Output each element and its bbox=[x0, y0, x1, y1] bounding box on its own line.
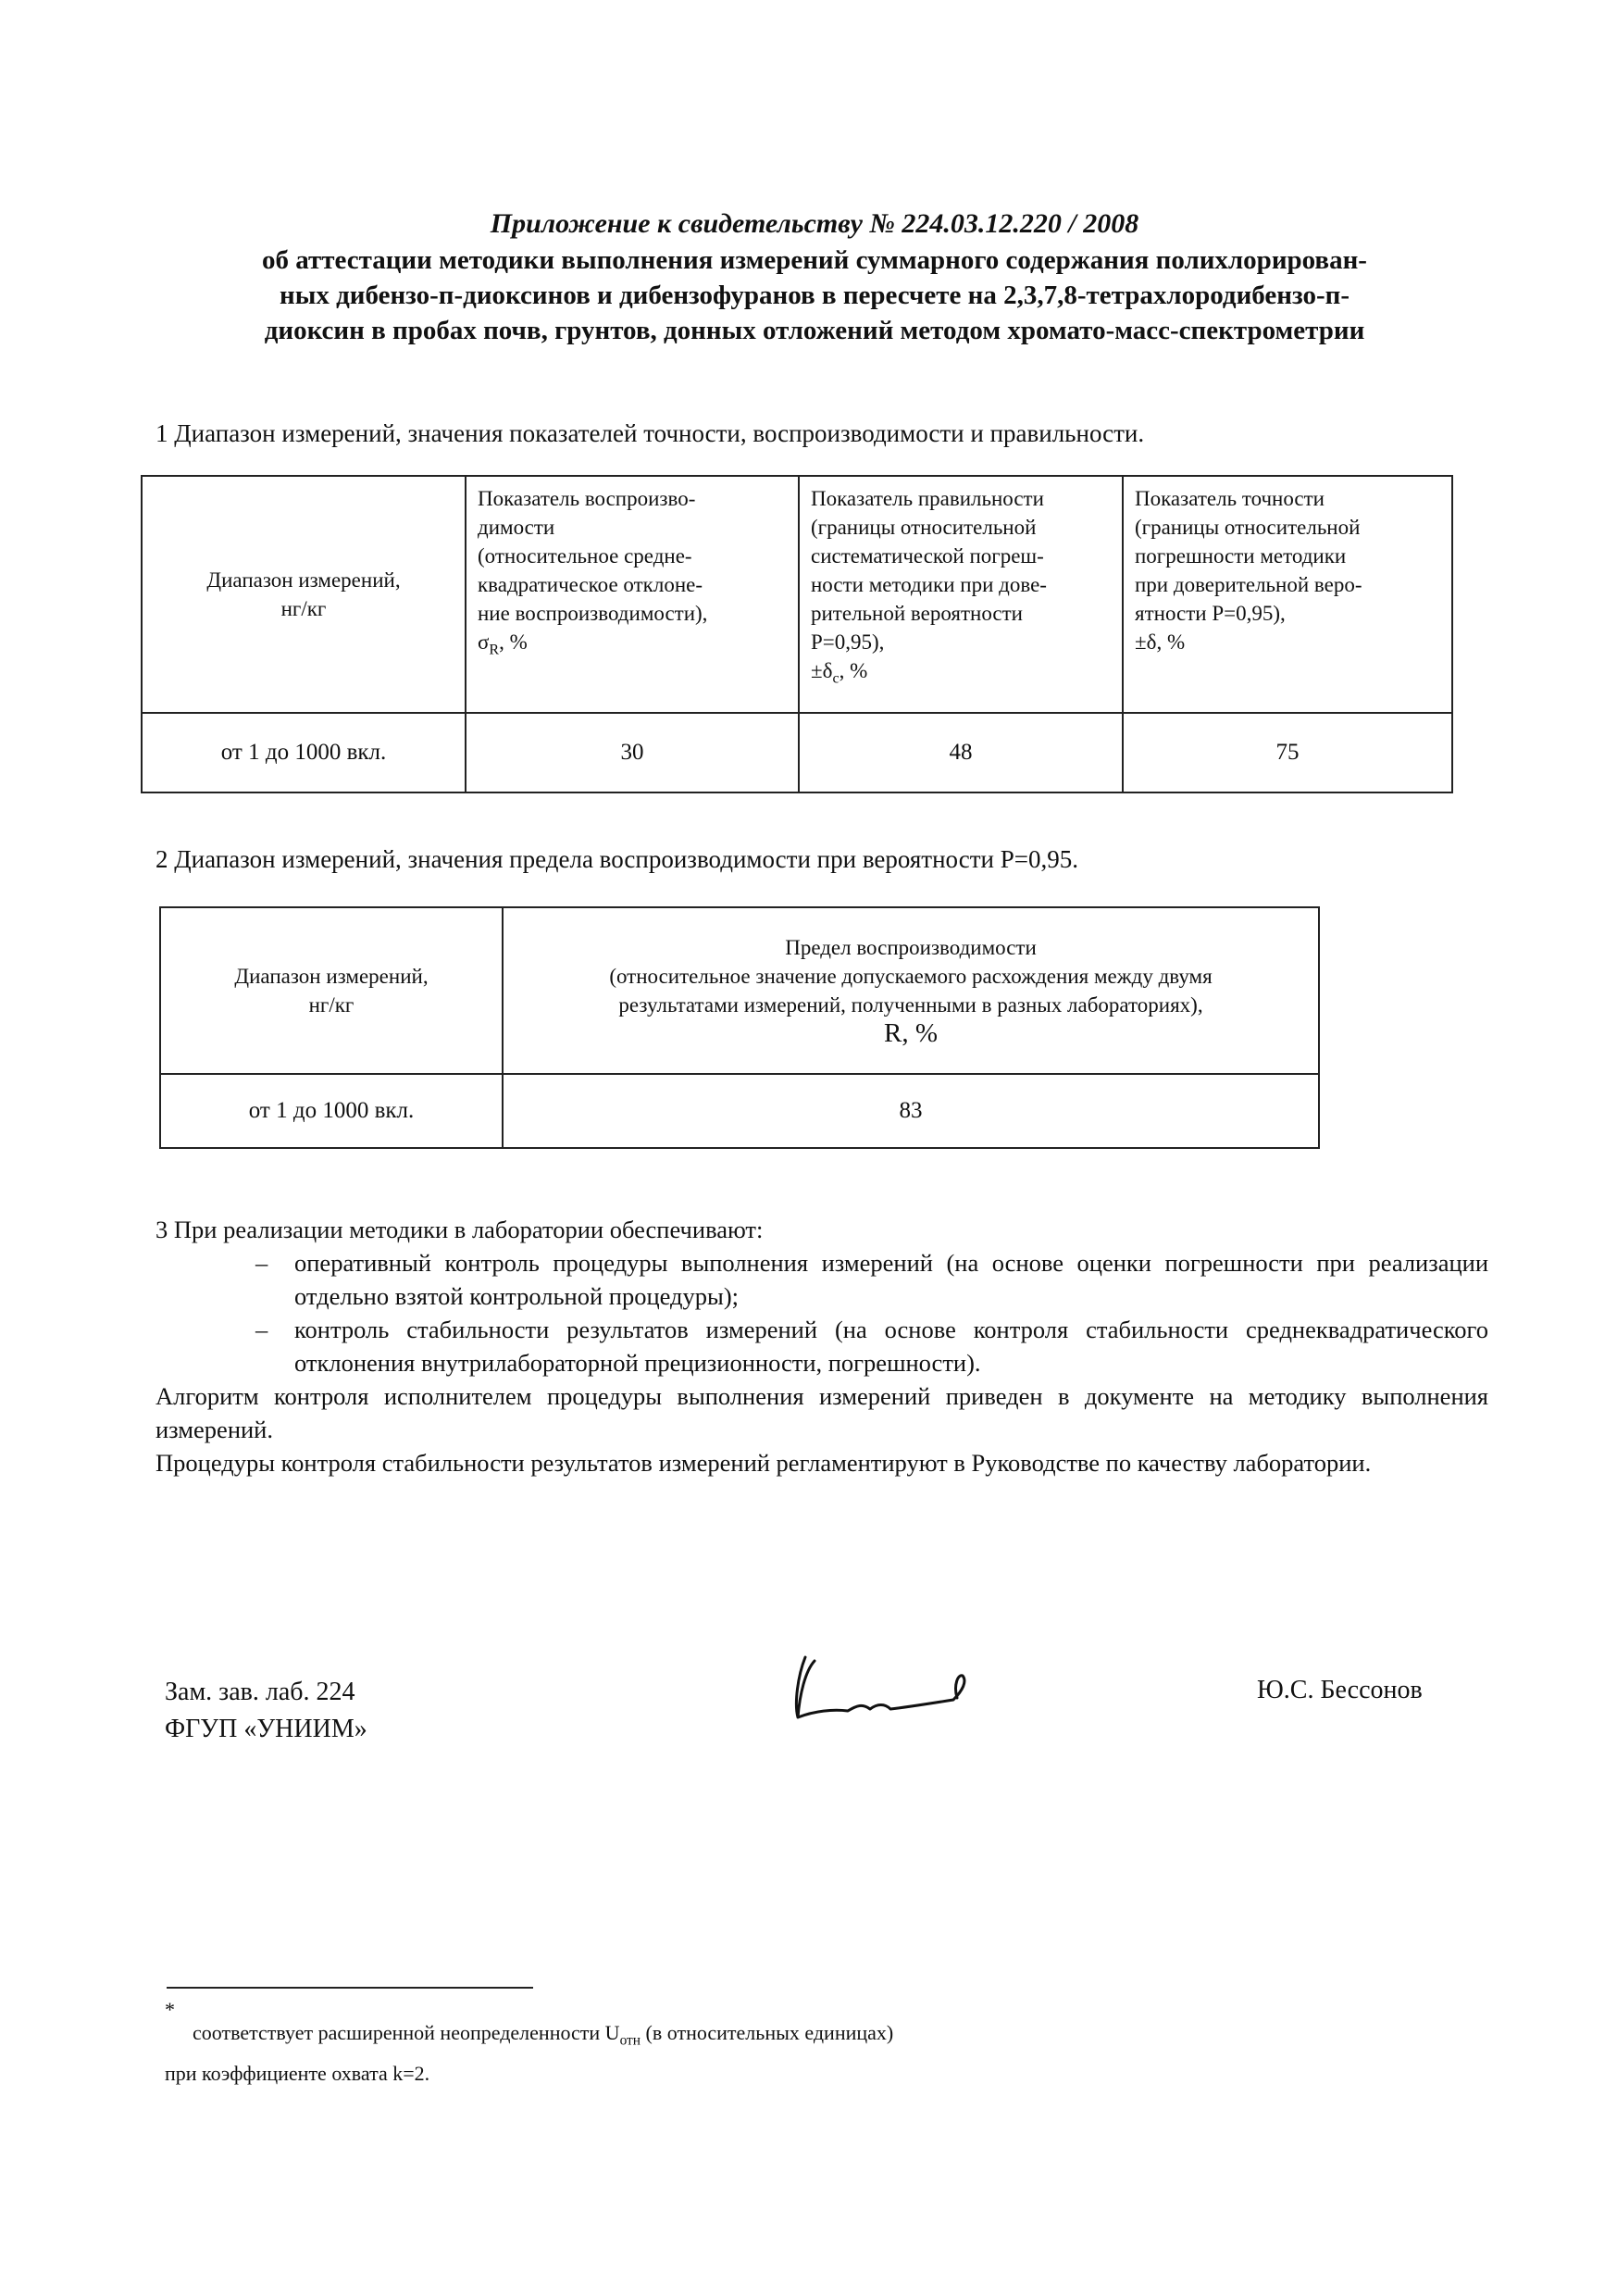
header-text: Показатель точности bbox=[1135, 487, 1325, 510]
header-text: ятности Р=0,95), bbox=[1135, 602, 1286, 625]
table-header-row bbox=[142, 476, 1452, 713]
section-1-title: 1 Диапазон измерений, значения показателей точности, воспроизводимости и правильности. bbox=[155, 419, 1145, 447]
header-text: при доверительной веро- bbox=[1135, 573, 1362, 596]
header-range-unit: нг/кг bbox=[280, 597, 327, 620]
header-range-label: Диапазон измерений, bbox=[234, 965, 429, 988]
header-range bbox=[142, 476, 466, 713]
heading-line: диоксин в пробах почв, грунтов, донных отложений методом хромато-масс-спектрометрии bbox=[264, 316, 1365, 345]
header-text: Р=0,95), bbox=[811, 630, 885, 654]
header-trueness bbox=[799, 476, 1123, 713]
header-symbol: $\sigma_R$, % bbox=[478, 630, 528, 658]
paragraph: Процедуры контроля стабильности результатов измерений регламентируют в Руководстве по качеству лаборатории. bbox=[155, 1449, 1372, 1477]
header-text: квадратическое отклоне- bbox=[478, 573, 703, 596]
signer-name: Ю.С. Бессонов bbox=[1257, 1676, 1423, 1704]
section-3-intro: 3 При реализации методики в лаборатории обеспечивают: bbox=[155, 1216, 764, 1243]
header-reproducibility bbox=[466, 476, 799, 713]
table-header-row bbox=[160, 907, 1319, 1074]
header-range-label: Диапазон измерений, bbox=[206, 568, 401, 592]
signer-title: Зам. зав. лаб. 224 bbox=[165, 1678, 355, 1706]
header-symbol: $\pm\delta_c$, % bbox=[811, 659, 868, 687]
dash-marker: – bbox=[255, 1316, 268, 1343]
heading-line: об аттестации методики выполнения измерений суммарного содержания полихлорирован- bbox=[262, 245, 1367, 275]
list-item-text: оперативный контроль процедуры выполнения измерений (на основе оценки погрешности при реализации отдельно взятой контрольной процедуры); bbox=[294, 1249, 1488, 1310]
header-text: систематической погреш- bbox=[811, 544, 1044, 568]
header-text: димости bbox=[478, 516, 555, 539]
cell-trueness: 48 bbox=[799, 713, 1123, 792]
header-text: Показатель правильности bbox=[811, 487, 1044, 510]
header-text: (относительное средне- bbox=[478, 544, 692, 568]
cell-reproducibility-limit: 83 bbox=[503, 1074, 1319, 1148]
signer-organization: ФГУП «УНИИМ» bbox=[165, 1715, 367, 1743]
header-reproducibility-limit bbox=[503, 907, 1319, 1074]
list-item-text: контроль стабильности результатов измерений (на основе контроля стабильности среднеквадратического отклонения внутрилабораторной прецизионности, погрешности). bbox=[294, 1316, 1488, 1377]
header-text: результатами измерений, полученными в разных лабораториях), bbox=[618, 993, 1203, 1017]
header-text: ние воспроизводимости), bbox=[478, 602, 708, 625]
header-symbol: R, % bbox=[884, 1018, 938, 1048]
accuracy-table bbox=[141, 475, 1453, 793]
table-row bbox=[142, 713, 1452, 792]
document-heading bbox=[148, 206, 1481, 348]
header-text: рительной вероятности bbox=[811, 602, 1023, 625]
section-2-title: 2 Диапазон измерений, значения предела воспроизводимости при вероятности Р=0,95. bbox=[155, 845, 1078, 873]
dash-marker: – bbox=[255, 1249, 268, 1277]
paragraph: Алгоритм контроля исполнителем процедуры выполнения измерений приведен в документе на методику выполнения измерений. bbox=[155, 1382, 1488, 1443]
cell-reproducibility: 30 bbox=[466, 713, 799, 792]
header-text: (границы относительной bbox=[1135, 516, 1361, 539]
reproducibility-limit-table bbox=[159, 906, 1320, 1149]
footnote-mark: * bbox=[165, 1998, 175, 2021]
header-range bbox=[160, 907, 503, 1074]
signer-position bbox=[165, 1674, 367, 1748]
header-text: Предел воспроизводимости bbox=[785, 936, 1037, 959]
footnote-text bbox=[165, 2016, 1183, 2090]
header-range-unit: нг/кг bbox=[308, 993, 354, 1017]
footnote-divider bbox=[167, 1987, 533, 1989]
header-accuracy bbox=[1123, 476, 1452, 713]
appendix-title: Приложение к свидетельству № 224.03.12.220 / 2008 bbox=[490, 208, 1139, 239]
footnote-line: при коэффициенте охвата k=2. bbox=[165, 2062, 430, 2086]
section-3 bbox=[155, 1213, 1488, 1479]
header-text: ности методики при дове- bbox=[811, 573, 1047, 596]
cell-range: от 1 до 1000 вкл. bbox=[160, 1074, 503, 1148]
list-item bbox=[155, 1313, 1488, 1379]
cell-accuracy: 75 bbox=[1123, 713, 1452, 792]
header-text: (относительное значение допускаемого расхождения между двумя bbox=[609, 965, 1213, 988]
footnote-line: соответствует расширенной неопределенности $U_{отн}$ (в относительных единицах) bbox=[193, 2021, 894, 2049]
list-item bbox=[155, 1246, 1488, 1313]
cell-range: от 1 до 1000 вкл. bbox=[142, 713, 466, 792]
heading-line: ных дибензо-п-диоксинов и дибензофуранов в пересчете на 2,3,7,8-тетрахлородибензо-п- bbox=[279, 281, 1350, 310]
handwritten-signature bbox=[777, 1629, 1000, 1731]
header-symbol: ±δ, % bbox=[1135, 630, 1186, 654]
table-row bbox=[160, 1074, 1319, 1148]
header-text: погрешности методики bbox=[1135, 544, 1347, 568]
header-text: (границы относительной bbox=[811, 516, 1037, 539]
header-text: Показатель воспроизво- bbox=[478, 487, 696, 510]
